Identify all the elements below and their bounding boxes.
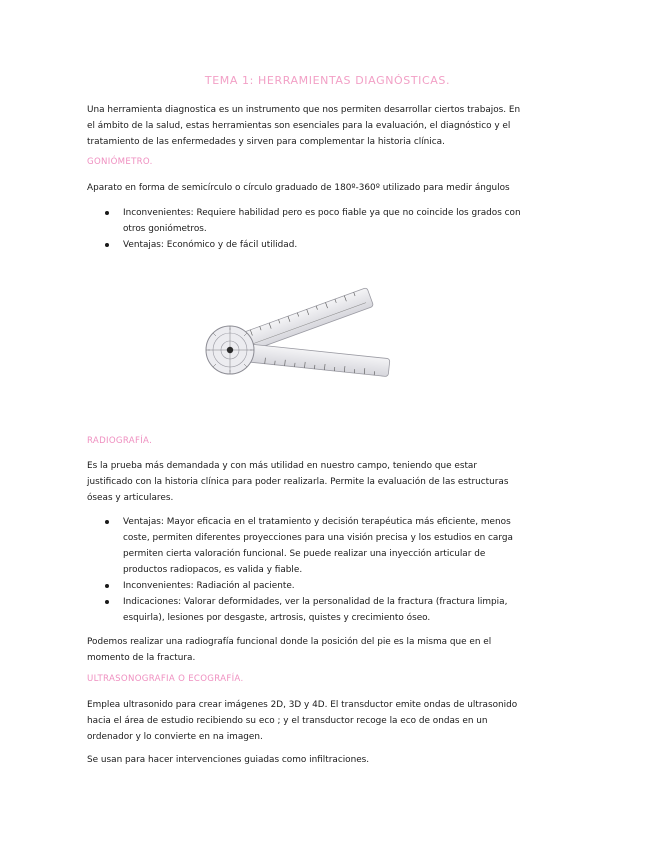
radiografia-description: Es la prueba más demandada y con más utilidad en nuestro campo, teniendo que estar justificado con la historia clínica para poder realizarla. Permite la evaluación de las estructuras óseas y articulares. xyxy=(87,461,509,503)
goniometro-bullet-list xyxy=(104,205,524,253)
ultrasonografia-note: Se usan para hacer intervenciones guiadas como infiltraciones. xyxy=(87,755,370,765)
list-item: Indicaciones: Valorar deformidades, ver la personalidad de la fractura (fractura limpia, esquirla), lesiones por desgaste, artrosis, quistes y crecimiento óseo. xyxy=(104,594,522,626)
goniometro-heading: GONIÓMETRO. xyxy=(87,157,153,167)
ultrasonografia-heading: ULTRASONOGRAFIA O ECOGRAFÍA. xyxy=(87,674,244,684)
list-item: Ventajas: Mayor eficacia en el tratamiento y decisión terapéutica más eficiente, menos coste, permiten diferentes proyecciones para una visión precisa y los estudios en carga permiten cierta valoración funcional. Se puede realizar una inyección articular de productos radiopacos, es valida y fiable. xyxy=(104,514,522,578)
radiografia-bullet-list xyxy=(104,514,522,626)
list-item: Inconvenientes: Radiación al paciente. xyxy=(104,578,522,594)
document-title: TEMA 1: HERRAMIENTAS DIAGNÓSTICAS. xyxy=(204,74,451,87)
goniometer-illustration xyxy=(196,282,408,404)
radiografia-heading: RADIOGRAFÍA. xyxy=(87,436,153,446)
goniometro-description: Aparato en forma de semicírculo o círculo graduado de 180º-360º utilizado para medir ángulos xyxy=(87,183,510,193)
list-item: Ventajas: Económico y de fácil utilidad. xyxy=(104,237,524,253)
intro-paragraph: Una herramienta diagnostica es un instrumento que nos permiten desarrollar ciertos trabajos. En el ámbito de la salud, estas herramientas son esenciales para la evaluación, el diagnóstico y el tratamiento de las enfermedades y sirven para complementar la historia clínica. xyxy=(87,105,521,147)
goniometer-icon xyxy=(196,282,408,404)
list-item: Inconvenientes: Requiere habilidad pero es poco fiable ya que no coincide los grados con otros goniómetros. xyxy=(104,205,524,237)
radiografia-note: Podemos realizar una radiografía funcional donde la posición del pie es la misma que en el momento de la fractura. xyxy=(87,637,492,663)
ultrasonografia-description: Emplea ultrasonido para crear imágenes 2D, 3D y 4D. El transductor emite ondas de ultrasonido hacia el área de estudio recibiendo su eco ; y el transductor recoge la eco de ondas en un ordenador y lo convierte en na imagen. xyxy=(87,700,518,742)
